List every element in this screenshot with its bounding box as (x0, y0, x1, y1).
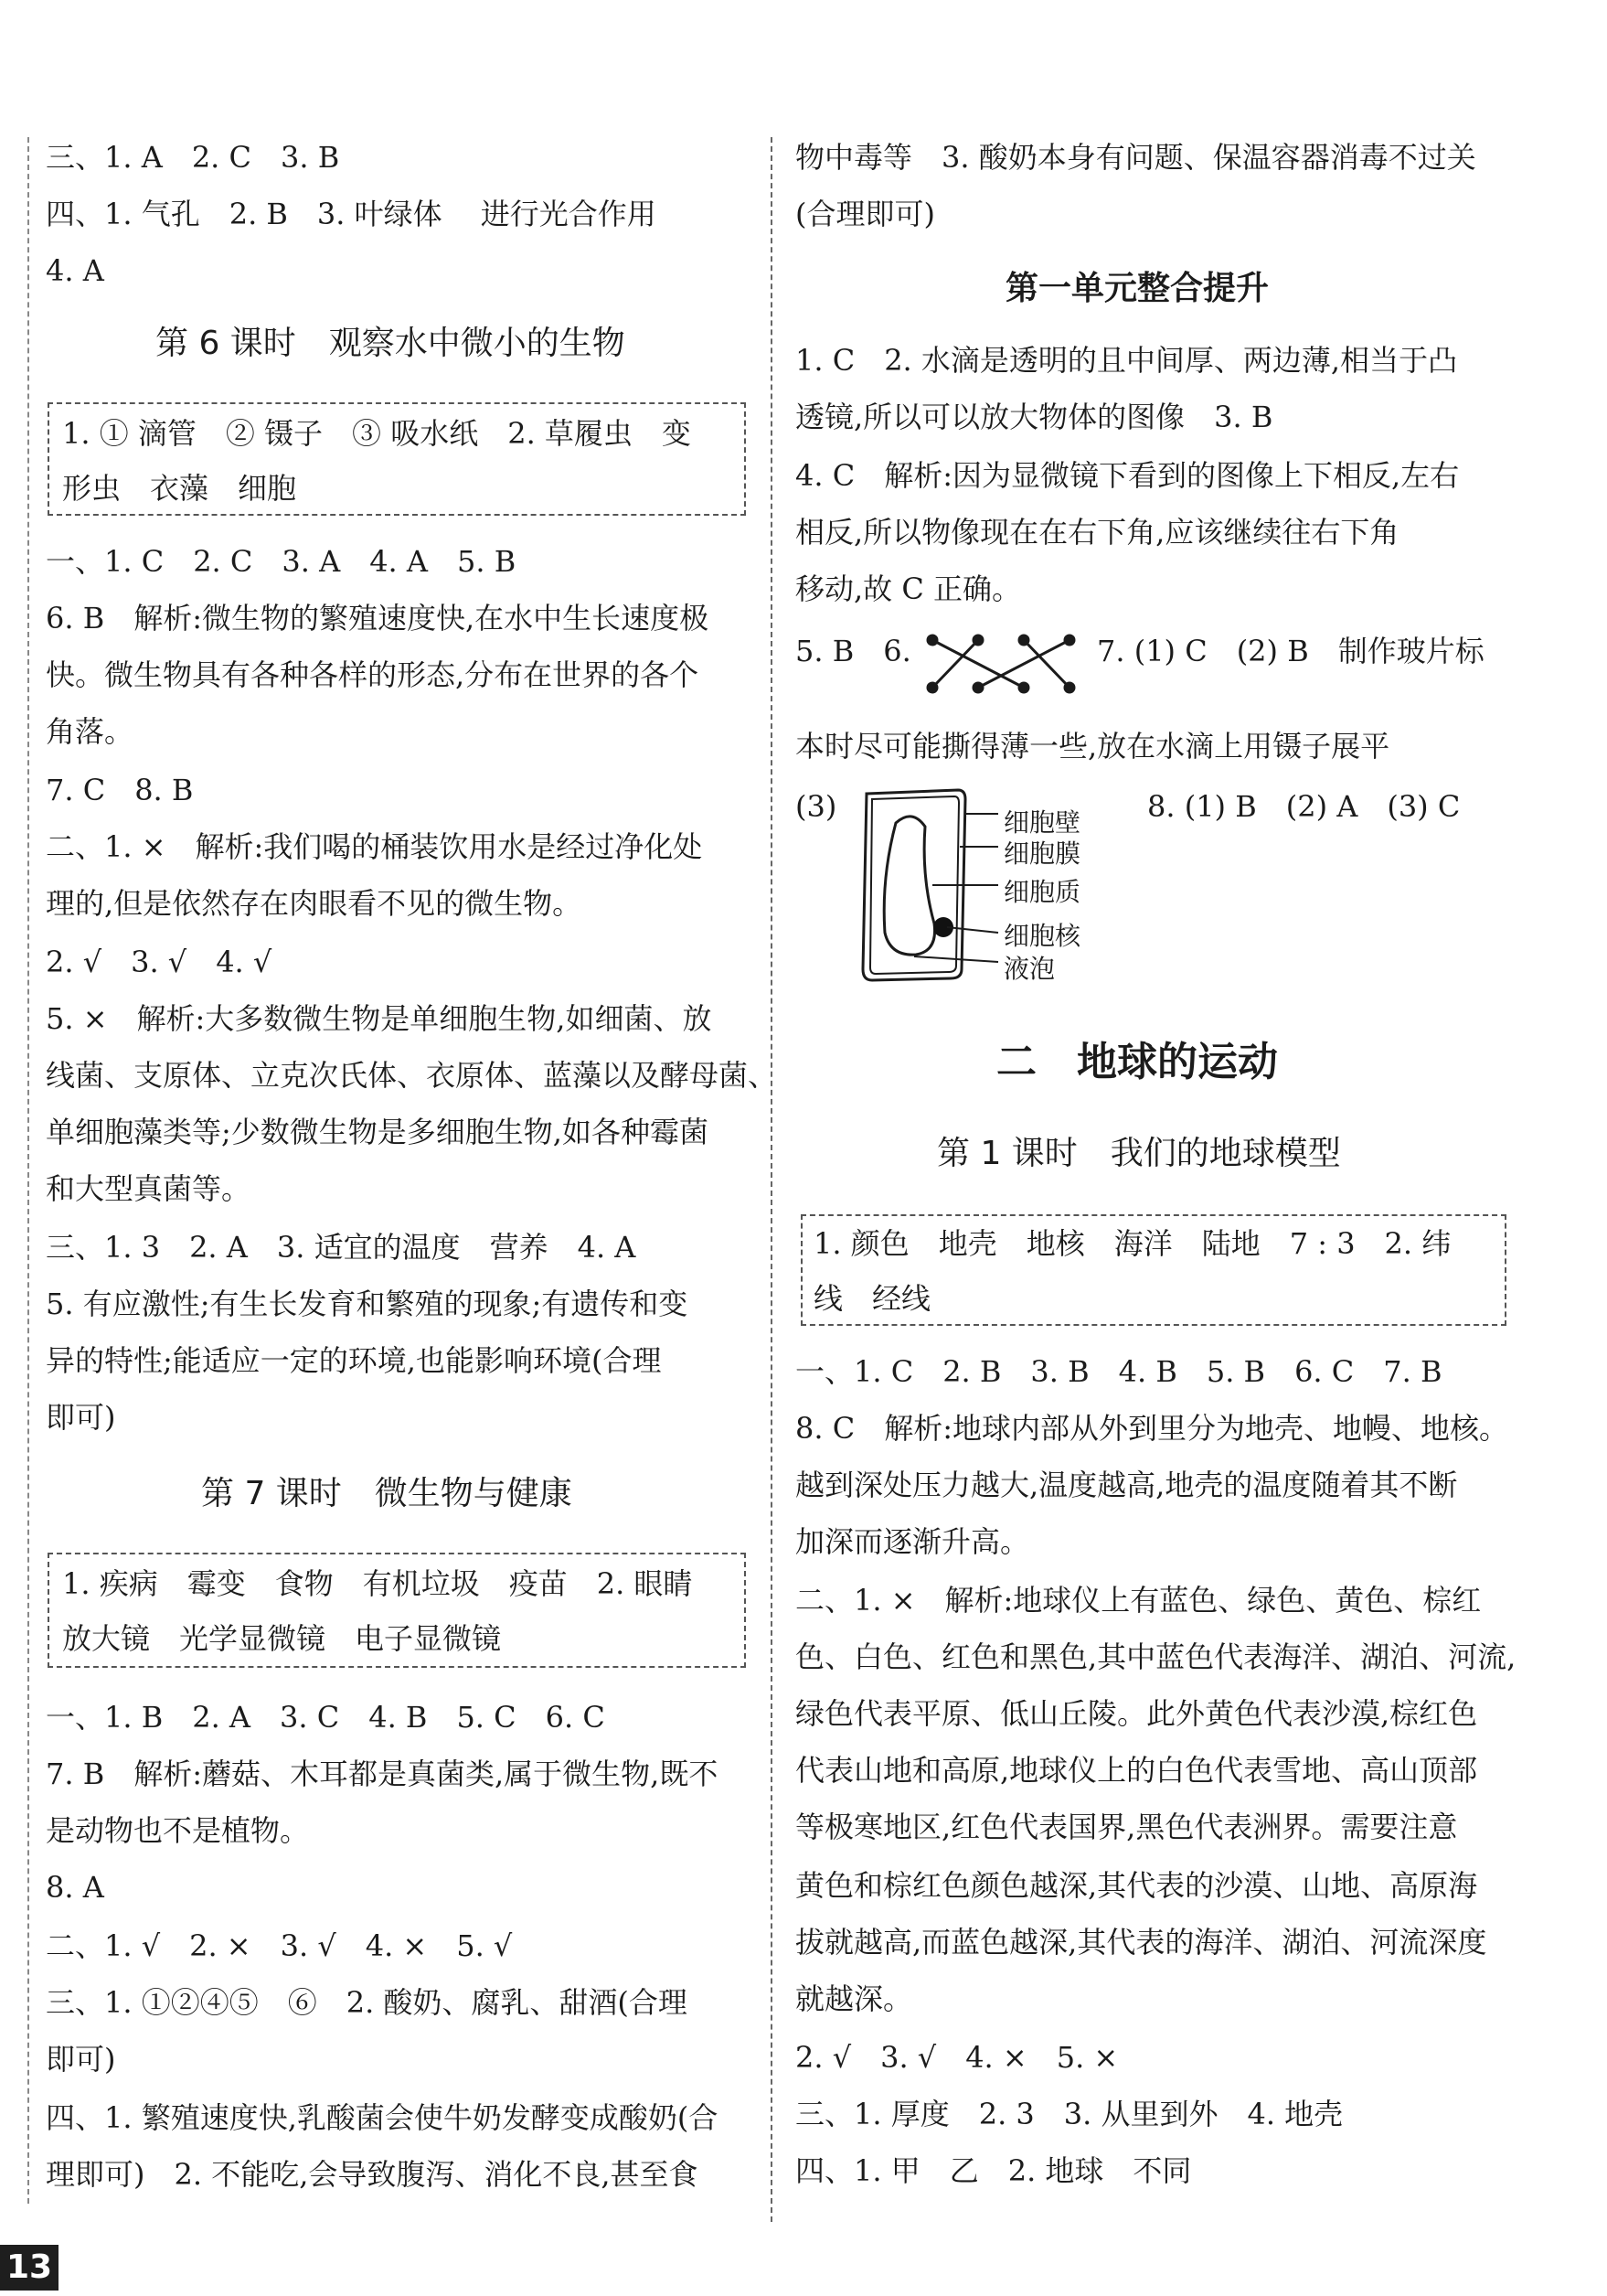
answer-line: 透镜,所以可以放大物体的图像 3. B (795, 400, 1273, 434)
box-line: 放大镜 光学显微镜 电子显微镜 (62, 1621, 502, 1656)
answer-line: 色、白色、红色和黑色,其中蓝色代表海洋、湖泊、河流, (795, 1639, 1517, 1674)
box-line: 1. 疾病 霉变 食物 有机垃圾 疫苗 2. 眼睛 (62, 1566, 693, 1601)
answer-line: 就越深。 (795, 1981, 913, 2016)
answer-line: 5. × 解析:大多数微生物是单细胞生物,如细菌、放 (46, 1001, 712, 1036)
answer-line: 单细胞藻类等;少数微生物是多细胞生物,如各种霉菌 (46, 1115, 708, 1149)
answer-line: 7. C 8. B (46, 773, 194, 807)
matching-lines-diagram (923, 631, 1079, 695)
answer-line: 二、1. √ 2. × 3. √ 4. × 5. √ (46, 1928, 513, 1963)
box-line: 形虫 衣藻 细胞 (62, 471, 297, 506)
answer-line: 四、1. 繁殖速度快,乳酸菌会使牛奶发酵变成酸奶(合 (46, 2100, 718, 2135)
answer-line: 一、1. C 2. B 3. B 4. B 5. B 6. C 7. B (795, 1354, 1442, 1389)
answer-line: 二、1. × 解析:我们喝的桶装饮用水是经过净化处 (46, 829, 703, 864)
unit-heading: 二 地球的运动 (996, 1039, 1278, 1085)
answer-line: 拔就越高,而蓝色越深,其代表的海洋、湖泊、河流深度 (795, 1925, 1487, 1960)
cell-label-nucleus: 细胞核 (1004, 921, 1081, 951)
answer-line: 移动,故 C 正确。 (795, 571, 1022, 606)
answer-line: 异的特性;能适应一定的环境,也能影响环境(合理 (46, 1343, 662, 1378)
answer-line: (3) (795, 789, 837, 824)
answer-line: 一、1. B 2. A 3. C 4. B 5. C 6. C (46, 1700, 605, 1735)
answer-line: 8. A (46, 1870, 104, 1905)
answer-line: 即可) (46, 1400, 116, 1435)
answer-line: 2. √ 3. √ 4. √ (46, 945, 272, 979)
answer-line: 四、1. 气孔 2. B 3. 叶绿体 进行光合作用 (46, 197, 656, 231)
answer-line: 1. C 2. 水滴是透明的且中间厚、两边薄,相当于凸 (795, 343, 1458, 378)
page-number: 13 (0, 2245, 59, 2291)
answer-line: 加深而逐渐升高。 (795, 1524, 1030, 1559)
answer-line: 二、1. × 解析:地球仪上有蓝色、绿色、黄色、棕红 (795, 1583, 1482, 1618)
answer-line: 7. B 解析:蘑菇、木耳都是真菌类,属于微生物,既不 (46, 1757, 718, 1791)
answer-line: 4. C 解析:因为显微镜下看到的图像上下相反,左右 (795, 458, 1460, 493)
answer-line: 三、1. 3 2. A 3. 适宜的温度 营养 4. A (46, 1230, 636, 1265)
answer-line: 越到深处压力越大,温度越高,地壳的温度随着其不断 (795, 1468, 1458, 1502)
box-line: 1. ① 滴管 ② 镊子 ③ 吸水纸 2. 草履虫 变 (62, 416, 691, 451)
lesson-heading: 第 6 课时 观察水中微小的生物 (155, 325, 625, 362)
answer-line: 7. (1) C (2) B 制作玻片标 (1097, 634, 1485, 668)
key-points-box (801, 1214, 1506, 1326)
answer-line: 6. B 解析:微生物的繁殖速度快,在水中生长速度极 (46, 601, 709, 635)
margin-dashed-line (27, 137, 29, 2204)
answer-line: 一、1. C 2. C 3. A 4. A 5. B (46, 544, 516, 579)
answer-line: 三、1. 厚度 2. 3 3. 从里到外 4. 地壳 (795, 2097, 1344, 2131)
answer-line: 三、1. A 2. C 3. B (46, 140, 340, 175)
answer-line: 和大型真菌等。 (46, 1171, 251, 1206)
answer-line: 5. 有应激性;有生长发育和繁殖的现象;有遗传和变 (46, 1287, 688, 1321)
unit-review-heading: 第一单元整合提升 (1006, 270, 1270, 307)
answer-line: 黄色和棕红色颜色越深,其代表的沙漠、山地、高原海 (795, 1868, 1478, 1903)
answer-line: 快。微生物具有各种各样的形态,分布在世界的各个 (46, 657, 699, 692)
box-line: 线 经线 (814, 1281, 931, 1316)
answer-line: 4. A (46, 253, 104, 288)
lesson-heading: 第 7 课时 微生物与健康 (201, 1475, 572, 1512)
answer-line: 相反,所以物像现在在右下角,应该继续往右下角 (795, 515, 1399, 550)
answer-line: 理的,但是依然存在肉眼看不见的微生物。 (46, 886, 582, 921)
lesson-heading: 第 1 课时 我们的地球模型 (937, 1135, 1341, 1172)
answer-line: 5. B 6. (795, 634, 911, 668)
answer-line: 绿色代表平原、低山丘陵。此外黄色代表沙漠,棕红色 (795, 1696, 1478, 1731)
answer-line: 等极寒地区,红色代表国界,黑色代表洲界。需要注意 (795, 1810, 1458, 1844)
cell-label-membrane: 细胞膜 (1004, 838, 1081, 869)
answer-line: 物中毒等 3. 酸奶本身有问题、保温容器消毒不过关 (795, 140, 1476, 175)
answer-line: 是动物也不是植物。 (46, 1813, 310, 1848)
cell-label-wall: 细胞壁 (1004, 807, 1081, 838)
key-points-box (48, 402, 746, 516)
answer-line: 本时尽可能撕得薄一些,放在水滴上用镊子展平 (795, 729, 1390, 764)
answer-line: 三、1. ①②④⑤ ⑥ 2. 酸奶、腐乳、甜酒(合理 (46, 1985, 687, 2020)
cell-label-cytoplasm: 细胞质 (1004, 877, 1081, 907)
answer-line: 四、1. 甲 乙 2. 地球 不同 (795, 2153, 1192, 2188)
answer-line: 即可) (46, 2042, 116, 2077)
answer-line: 8. (1) B (2) A (3) C (1147, 789, 1461, 824)
answer-line: (合理即可) (795, 197, 935, 231)
answer-line: 角落。 (46, 714, 134, 749)
answer-line: 8. C 解析:地球内部从外到里分为地壳、地幔、地核。 (795, 1411, 1508, 1446)
cell-label-vacuole: 液泡 (1004, 954, 1056, 984)
answer-line: 线菌、支原体、立克次氏体、衣原体、蓝藻以及酵母菌、 (46, 1058, 778, 1093)
key-points-box (48, 1553, 746, 1668)
column-divider (771, 137, 772, 2222)
answer-line: 理即可) 2. 不能吃,会导致腹泻、消化不良,甚至食 (46, 2157, 698, 2192)
answer-line: 2. √ 3. √ 4. × 5. × (795, 2040, 1119, 2075)
box-line: 1. 颜色 地壳 地核 海洋 陆地 7 : 3 2. 纬 (814, 1226, 1452, 1261)
answer-line: 代表山地和高原,地球仪上的白色代表雪地、高山顶部 (795, 1753, 1478, 1788)
